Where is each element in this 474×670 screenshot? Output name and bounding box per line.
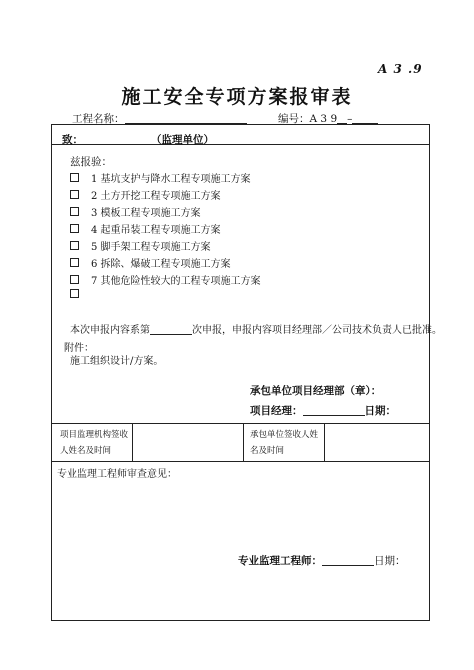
project-manager-label: 项目经理： [250,405,303,417]
form-code: A 3 .9 [378,62,423,76]
project-manager-date-label: 日期： [364,405,396,417]
page-title: 施工安全专项方案报审表 [121,86,353,108]
hereby-submit-label: 兹报验： [70,156,112,168]
list-item [70,255,231,270]
list-item-label: 6 拆除、爆破工程专项施工方案 [91,259,231,270]
contractor-seal-label: 承包单位项目经理部（章）： [250,385,382,397]
serial-number-field-2[interactable] [352,112,378,124]
list-item [70,170,251,185]
contractor-receipt-label: 承包单位签收人姓名及时间 [250,430,319,456]
attachment-label: 附件： [64,343,94,354]
checkbox[interactable] [70,289,79,298]
project-manager-row [250,403,396,418]
checkbox[interactable] [70,173,79,182]
declaration-after: 次申报，申报内容项目经理部／公司技术负责人已批准。 [192,325,442,336]
engineer-label: 专业监理工程师： [238,555,322,567]
list-item-label: 1 基坑支护与降水工程专项施工方案 [91,174,251,185]
checkbox[interactable] [70,190,79,199]
serial-number-label: 编号：A 3 9 [278,113,338,125]
project-name-field[interactable] [125,112,247,124]
engineer-date-label: 日期： [374,555,406,567]
project-name-label: 工程名称： [72,113,125,125]
addressee-prefix: 致： [62,134,83,146]
review-comments-label: 专业监理工程师审查意见： [57,469,177,480]
addressee-suffix: （监理单位） [151,134,214,146]
declaration-before: 本次申报内容系第 [70,325,150,336]
list-item [70,289,91,301]
checkbox[interactable] [70,207,79,216]
divider [51,461,430,462]
project-manager-field[interactable] [303,404,365,416]
contractor-receipt-field[interactable] [325,424,429,460]
list-item [70,204,201,219]
list-item [70,221,221,236]
list-item-label: 3 模板工程专项施工方案 [91,208,201,219]
serial-number-separator: – [347,113,353,125]
checkbox[interactable] [70,275,79,284]
list-item [70,272,261,287]
submission-count-field[interactable] [150,324,192,335]
attachment-item: 施工组织设计/方案。 [70,356,164,367]
list-item-label: 5 脚手架工程专项施工方案 [91,242,211,253]
engineer-row [238,553,406,568]
checkbox[interactable] [70,224,79,233]
supervision-receipt-label: 项目监理机构签收人姓名及时间 [60,430,129,456]
divider [243,423,244,461]
list-item-label: 4 起重吊装工程专项施工方案 [91,225,221,236]
declaration-text [70,321,442,336]
list-item-label: 2 土方开挖工程专项施工方案 [91,191,221,202]
addressee-row [62,132,214,147]
supervision-unit-field[interactable] [85,133,149,145]
list-item-label: 7 其他危险性较大的工程专项施工方案 [91,276,261,287]
serial-number-field-1[interactable] [337,112,347,124]
list-item [70,187,221,202]
supervision-receipt-field[interactable] [133,424,242,460]
checkbox[interactable] [70,258,79,267]
checkbox[interactable] [70,241,79,250]
engineer-signature-field[interactable] [322,554,374,566]
list-item [70,238,211,253]
